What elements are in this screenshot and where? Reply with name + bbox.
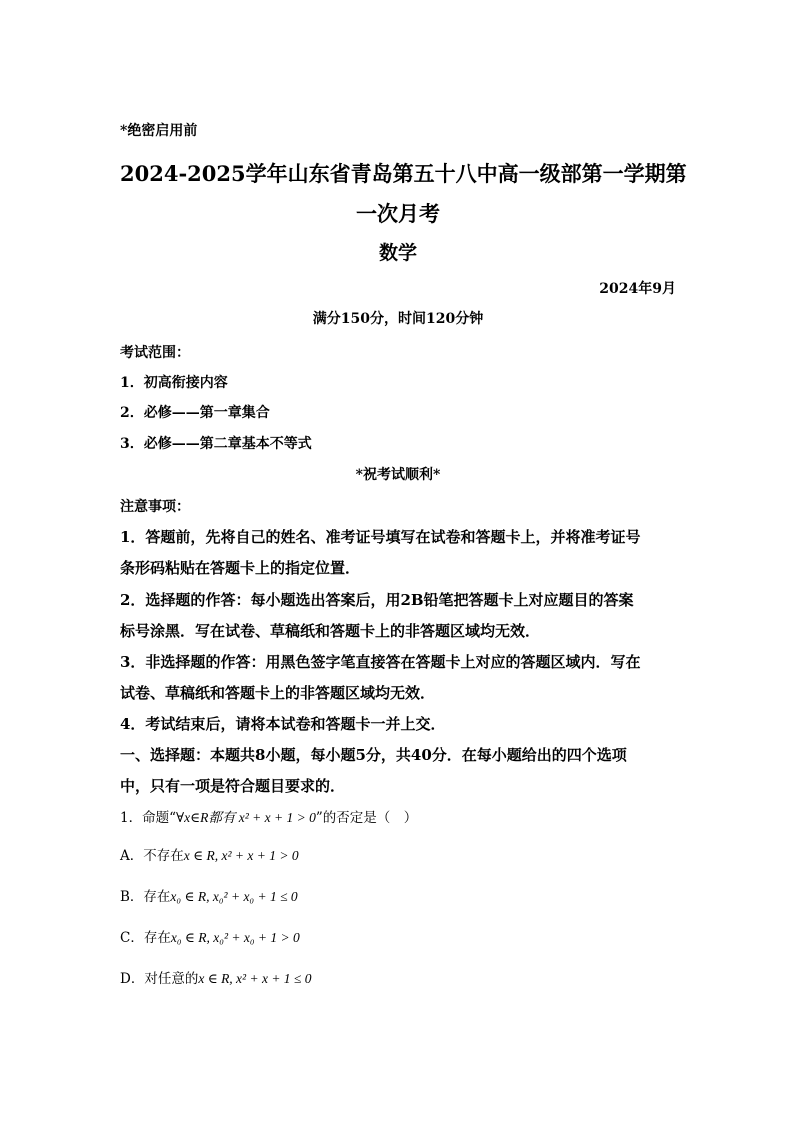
scope-item: 3．必修——第二章基本不等式: [120, 436, 312, 452]
option-label: D．: [120, 971, 145, 987]
exam-wish: *祝考试顺利*: [355, 467, 441, 483]
option-math: x ∈ R, x² + x + 1 > 0: [183, 848, 299, 863]
question-stem-pre: 命题“: [142, 810, 176, 826]
scope-item: 2．必修——第一章集合: [120, 405, 270, 421]
option-label: C．: [120, 930, 144, 946]
notes-line: 2．选择题的作答：每小题选出答案后，用2B铅笔把答题卡上对应题目的答案: [120, 591, 634, 609]
option-a: [120, 849, 676, 864]
section-heading-line1: 一、选择题：本题共8小题，每小题5分，共40分．在每小题给出的四个选项: [120, 746, 627, 764]
question-stem-math: ∀x∈R都有 x² + x + 1 > 0: [176, 810, 316, 825]
section-heading-line2: 中，只有一项是符合题目要求的．: [120, 777, 346, 795]
notes-heading: 注意事项：: [120, 499, 190, 515]
option-c: [120, 931, 676, 946]
notes-line: 4．考试结束后，请将本试卷和答题卡一并上交．: [120, 715, 446, 733]
question-stem-post: ”的否定是（ ）: [315, 810, 418, 826]
score-time: 满分150分，时间120分钟: [312, 311, 484, 327]
option-d: [120, 972, 676, 987]
exam-title-line1: 2024-2025学年山东省青岛第五十八中高一级部第一学期第: [120, 161, 687, 186]
scope-heading: 考试范围：: [120, 345, 190, 361]
notes-line: 条形码粘贴在答题卡上的指定位置．: [120, 559, 361, 577]
notes-line: 1．答题前，先将自己的姓名、准考证号填写在试卷和答题卡上，并将准考证号: [120, 528, 641, 546]
subject-title: 数学: [378, 242, 417, 264]
scope-item: 1．初高衔接内容: [120, 375, 228, 391]
exam-title-line2: 一次月考: [356, 201, 440, 226]
option-b: [120, 890, 676, 905]
notes-line: 标号涂黑．写在试卷、草稿纸和答题卡上的非答题区域均无效．: [120, 622, 541, 640]
notes-line: 试卷、草稿纸和答题卡上的非答题区域均无效．: [120, 684, 436, 702]
option-label: A．: [120, 848, 144, 864]
option-math: x₀ ∈ R, x₀² + x₀ + 1 ≤ 0: [170, 889, 298, 904]
option-math: x ∈ R, x² + x + 1 ≤ 0: [198, 971, 312, 986]
option-text: 对任意的: [144, 971, 199, 987]
option-label: B．: [120, 889, 144, 905]
option-text: 存在: [143, 930, 171, 946]
notes-line: 3．非选择题的作答：用黑色签字笔直接答在答题卡上对应的答题区域内．写在: [120, 653, 641, 671]
exam-date: 2024年9月: [599, 281, 676, 297]
question-1-stem: [120, 811, 676, 826]
secret-mark: *绝密启用前: [120, 123, 198, 139]
option-math: x₀ ∈ R, x₀² + x₀ + 1 > 0: [170, 930, 300, 945]
question-number: 1．: [120, 810, 143, 826]
option-text: 不存在: [143, 848, 184, 864]
option-text: 存在: [143, 889, 171, 905]
